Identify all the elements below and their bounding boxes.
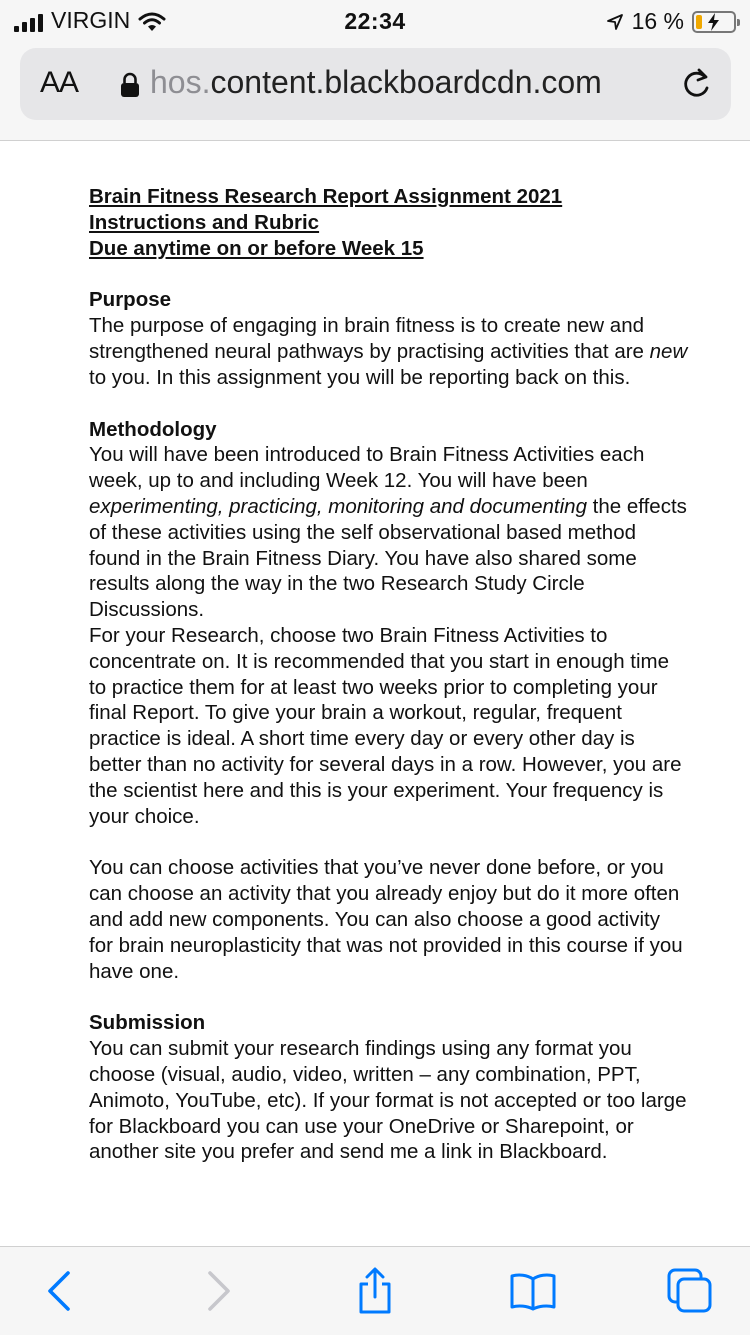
url-text[interactable]: hos.content.blackboardcdn.com <box>150 64 602 100</box>
back-button[interactable] <box>35 1267 83 1315</box>
submission-paragraph: You can submit your research findings using any format you choose (visual, audio, video, written – any combination, PPT, Animoto, YouTube, etc). If your format is not accepted or too large for Blackboard you can use your OneDrive or Sharepoint, or another site you prefer and send me a link in Blackboard. <box>89 1037 687 1164</box>
battery-charging-icon <box>692 11 736 33</box>
forward-button[interactable] <box>195 1267 243 1315</box>
browser-top-bar <box>0 40 750 141</box>
submission-heading: Submission <box>89 1011 206 1035</box>
status-bar <box>0 0 750 40</box>
book-icon <box>509 1271 557 1311</box>
address-bar[interactable] <box>20 48 731 120</box>
document-title-line-3: Due anytime on or before Week 15 <box>89 236 424 260</box>
reload-icon[interactable] <box>679 66 713 102</box>
purpose-heading: Purpose <box>89 288 172 312</box>
tabs-icon <box>667 1268 713 1314</box>
purpose-paragraph: The purpose of engaging in brain fitness is to create new and strengthened neural pathways by practising activities that are new to you. In this assignment you will be reporting back on this. <box>89 314 688 389</box>
browser-toolbar <box>0 1246 750 1335</box>
share-button[interactable] <box>351 1267 399 1315</box>
battery-percentage: 16 % <box>631 8 684 34</box>
tabs-button[interactable] <box>666 1267 714 1315</box>
bookmarks-button[interactable] <box>509 1267 557 1315</box>
methodology-paragraph-2: For your Research, choose two Brain Fitness Activities to concentrate on. It is recommended that you start in enough time to practice them for at least two weeks prior to completing your final Report. To give your brain a workout, regular, frequent practice is ideal. A short time every day or every other day is better than no activity for several days in a row. However, you are the scientist here and this is your experiment. Your frequency is your choice. <box>89 623 682 828</box>
carrier-name: VIRGIN <box>51 7 131 33</box>
document-title-line-1: Brain Fitness Research Report Assignment 2021 <box>89 185 563 208</box>
clock: 22:34 <box>344 8 406 34</box>
chevron-left-icon <box>44 1270 74 1312</box>
document-title-line-2: Instructions and Rubric <box>89 210 320 234</box>
lock-icon <box>120 72 140 98</box>
chevron-right-icon <box>204 1270 234 1312</box>
location-arrow-icon <box>606 13 624 31</box>
reader-settings-button[interactable]: AA <box>40 66 79 99</box>
document-content <box>89 184 689 1165</box>
methodology-paragraph-1: You will have been introduced to Brain Fitness Activities each week, up to and including Week 12. You will have been experimenting, practicing, monitoring and documenting the effects of these activities using the self observational based method found in the Brain Fitness Diary. You have also shared some results along the way in the two Research Study Circle Discussions. <box>89 443 687 622</box>
methodology-heading: Methodology <box>89 417 217 441</box>
methodology-paragraph-3: You can choose activities that you’ve never done before, or you can choose an activity that you already enjoy but do it more often and add new components. You can also choose a good activity for brain neuroplasticity that was not provided in this course if you have one. <box>89 856 683 983</box>
share-icon <box>355 1267 395 1315</box>
